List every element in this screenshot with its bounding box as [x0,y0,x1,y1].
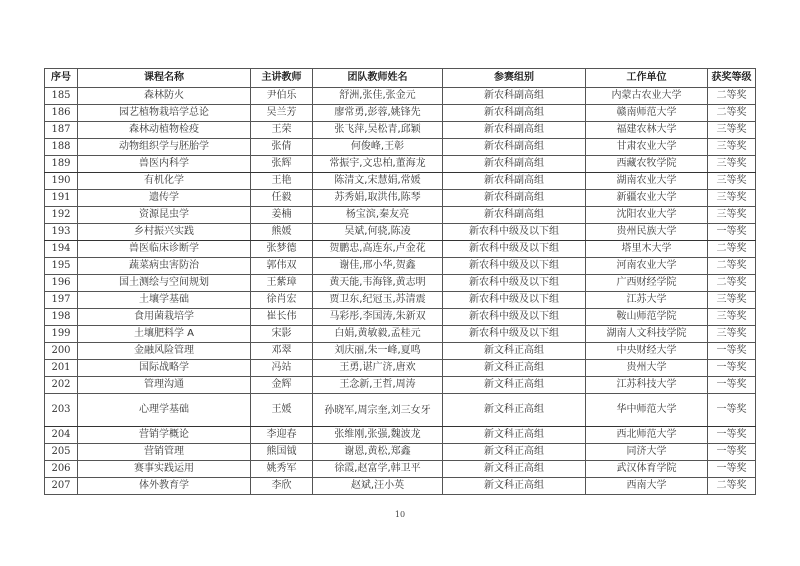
award-level: 一等奖 [708,377,756,394]
header-group: 参赛组别 [443,69,586,88]
competition-group: 新文科正高组 [443,461,586,478]
course-name: 心理学基础 [78,394,251,427]
row-index: 196 [45,275,78,292]
table-row [45,258,756,275]
lead-teacher: 崔长伟 [251,309,313,326]
award-level: 二等奖 [708,88,756,105]
row-index: 197 [45,292,78,309]
lead-teacher: 熊媛 [251,224,313,241]
table-row [45,224,756,241]
table-row [45,343,756,360]
lead-teacher: 李迎春 [251,427,313,444]
row-index: 193 [45,224,78,241]
institution: 甘肃农业大学 [586,139,708,156]
course-name: 兽医内科学 [78,156,251,173]
award-level: 三等奖 [708,309,756,326]
team-teachers: 黄天能,韦海锋,黄志明 [313,275,443,292]
team-teachers: 白娟,黄敏毅,孟桂元 [313,326,443,343]
team-teachers: 孙晓军,周宗奎,刘三女牙 [313,394,443,427]
course-name: 兽医临床诊断学 [78,241,251,258]
lead-teacher: 李欣 [251,478,313,495]
team-teachers: 谢恩,黄松,郑鑫 [313,444,443,461]
institution: 江苏大学 [586,292,708,309]
course-name: 森林防火 [78,88,251,105]
course-name: 管理沟通 [78,377,251,394]
table-row [45,122,756,139]
table-row [45,173,756,190]
lead-teacher: 吴兰芳 [251,105,313,122]
award-level: 一等奖 [708,461,756,478]
header-index: 序号 [45,69,78,88]
row-index: 195 [45,258,78,275]
lead-teacher: 金辉 [251,377,313,394]
competition-group: 新农科副高组 [443,122,586,139]
course-name: 乡村振兴实践 [78,224,251,241]
course-name: 土壤肥料学 A [78,326,251,343]
course-name: 森林动植物检疫 [78,122,251,139]
row-index: 206 [45,461,78,478]
lead-teacher: 徐肖宏 [251,292,313,309]
lead-teacher: 宋影 [251,326,313,343]
competition-group: 新文科正高组 [443,377,586,394]
lead-teacher: 张梦德 [251,241,313,258]
lead-teacher: 尹伯乐 [251,88,313,105]
institution: 湖南人文科技学院 [586,326,708,343]
course-name: 营销学概论 [78,427,251,444]
award-level: 三等奖 [708,156,756,173]
team-teachers: 张维刚,张强,魏波龙 [313,427,443,444]
competition-group: 新文科正高组 [443,427,586,444]
award-level: 三等奖 [708,122,756,139]
team-teachers: 张飞萍,吴松青,邱颖 [313,122,443,139]
team-teachers: 马彩彤,李国涛,朱新双 [313,309,443,326]
award-level: 一等奖 [708,427,756,444]
award-level: 三等奖 [708,207,756,224]
award-level: 一等奖 [708,343,756,360]
lead-teacher: 王紫璋 [251,275,313,292]
team-teachers: 陈清文,宋慧娟,常媛 [313,173,443,190]
table-row [45,139,756,156]
row-index: 189 [45,156,78,173]
institution: 西南大学 [586,478,708,495]
table-row [45,207,756,224]
institution: 西藏农牧学院 [586,156,708,173]
team-teachers: 贺鹏忠,高连东,卢金花 [313,241,443,258]
institution: 湖南农业大学 [586,173,708,190]
table-row [45,360,756,377]
team-teachers: 赵斌,汪小英 [313,478,443,495]
course-name: 园艺植物栽培学总论 [78,105,251,122]
competition-group: 新农科中级及以下组 [443,241,586,258]
course-name: 有机化学 [78,173,251,190]
award-level: 二等奖 [708,258,756,275]
award-level: 二等奖 [708,241,756,258]
course-name: 蔬菜病虫害防治 [78,258,251,275]
team-teachers: 徐霞,赵富学,韩卫平 [313,461,443,478]
table-row [45,309,756,326]
table-row [45,478,756,495]
award-level: 二等奖 [708,478,756,495]
course-name: 国际战略学 [78,360,251,377]
header-course-name: 课程名称 [78,69,251,88]
row-index: 192 [45,207,78,224]
team-teachers: 谢佳,邢小华,贺鑫 [313,258,443,275]
course-name: 国土测绘与空间规划 [78,275,251,292]
competition-group: 新农科中级及以下组 [443,326,586,343]
competition-group: 新农科副高组 [443,173,586,190]
row-index: 204 [45,427,78,444]
row-index: 194 [45,241,78,258]
institution: 江苏科技大学 [586,377,708,394]
row-index: 190 [45,173,78,190]
course-name: 金融风险管理 [78,343,251,360]
team-teachers: 王勇,谌广济,唐欢 [313,360,443,377]
row-index: 205 [45,444,78,461]
team-teachers: 常振宇,文忠柏,董海龙 [313,156,443,173]
institution: 赣南师范大学 [586,105,708,122]
institution: 河南农业大学 [586,258,708,275]
institution: 新疆农业大学 [586,190,708,207]
header-lead-teacher: 主讲教师 [251,69,313,88]
row-index: 203 [45,394,78,427]
institution: 贵州大学 [586,360,708,377]
institution: 贵州民族大学 [586,224,708,241]
row-index: 186 [45,105,78,122]
competition-group: 新农科中级及以下组 [443,292,586,309]
lead-teacher: 姜楠 [251,207,313,224]
award-level: 一等奖 [708,394,756,427]
competition-group: 新农科中级及以下组 [443,309,586,326]
row-index: 199 [45,326,78,343]
course-name: 遗传学 [78,190,251,207]
competition-group: 新农科中级及以下组 [443,275,586,292]
header-institution: 工作单位 [586,69,708,88]
row-index: 207 [45,478,78,495]
award-level: 三等奖 [708,190,756,207]
table-row [45,241,756,258]
competition-group: 新文科正高组 [443,394,586,427]
page-number: 10 [394,510,406,519]
table-row [45,156,756,173]
row-index: 201 [45,360,78,377]
award-level: 一等奖 [708,360,756,377]
competition-group: 新农科中级及以下组 [443,224,586,241]
institution: 同济大学 [586,444,708,461]
row-index: 198 [45,309,78,326]
team-teachers: 吴斌,何骁,陈凌 [313,224,443,241]
header-award-level: 获奖等级 [708,69,756,88]
table-row [45,275,756,292]
team-teachers: 杨宝滨,秦友亮 [313,207,443,224]
table-row [45,190,756,207]
lead-teacher: 邓翠 [251,343,313,360]
institution: 武汉体育学院 [586,461,708,478]
course-name: 土壤学基础 [78,292,251,309]
institution: 华中师范大学 [586,394,708,427]
competition-group: 新农科副高组 [443,190,586,207]
team-teachers: 王念新,王哲,周涛 [313,377,443,394]
institution: 福建农林大学 [586,122,708,139]
course-name: 食用菌栽培学 [78,309,251,326]
table-row [45,394,756,427]
lead-teacher: 郭伟双 [251,258,313,275]
header-team-teachers: 团队教师姓名 [313,69,443,88]
table-row [45,377,756,394]
team-teachers: 刘庆丽,朱一峰,夏鸣 [313,343,443,360]
course-name: 资源昆虫学 [78,207,251,224]
course-name: 动物组织学与胚胎学 [78,139,251,156]
lead-teacher: 熊国钺 [251,444,313,461]
competition-group: 新文科正高组 [443,360,586,377]
institution: 广西财经学院 [586,275,708,292]
competition-group: 新农科副高组 [443,105,586,122]
table-row [45,461,756,478]
row-index: 202 [45,377,78,394]
award-level: 三等奖 [708,292,756,309]
row-index: 188 [45,139,78,156]
competition-group: 新文科正高组 [443,444,586,461]
institution: 沈阳农业大学 [586,207,708,224]
lead-teacher: 张辉 [251,156,313,173]
table-row [45,292,756,309]
row-index: 185 [45,88,78,105]
row-index: 191 [45,190,78,207]
awards-table [44,68,756,495]
lead-teacher: 姚秀军 [251,461,313,478]
row-index: 200 [45,343,78,360]
team-teachers: 廖常勇,彭蓉,姚锋先 [313,105,443,122]
award-level: 二等奖 [708,275,756,292]
table-row [45,326,756,343]
team-teachers: 舒洲,张佳,张金元 [313,88,443,105]
row-index: 187 [45,122,78,139]
lead-teacher: 王荣 [251,122,313,139]
team-teachers: 贾卫东,纪冠玉,苏清震 [313,292,443,309]
lead-teacher: 任毅 [251,190,313,207]
award-level: 三等奖 [708,326,756,343]
course-name: 营销管理 [78,444,251,461]
award-level: 三等奖 [708,139,756,156]
table-header-row [45,69,756,88]
institution: 塔里木大学 [586,241,708,258]
institution: 鞍山师范学院 [586,309,708,326]
competition-group: 新农科副高组 [443,88,586,105]
institution: 西北师范大学 [586,427,708,444]
institution: 中央财经大学 [586,343,708,360]
award-level: 一等奖 [708,444,756,461]
competition-group: 新农科副高组 [443,207,586,224]
lead-teacher: 张倩 [251,139,313,156]
award-level: 一等奖 [708,224,756,241]
table-row [45,444,756,461]
table-row [45,88,756,105]
competition-group: 新文科正高组 [443,478,586,495]
course-name: 赛事实践运用 [78,461,251,478]
competition-group: 新农科副高组 [443,156,586,173]
lead-teacher: 王艳 [251,173,313,190]
competition-group: 新文科正高组 [443,343,586,360]
competition-group: 新农科副高组 [443,139,586,156]
competition-group: 新农科中级及以下组 [443,258,586,275]
table-row [45,105,756,122]
lead-teacher: 王媛 [251,394,313,427]
team-teachers: 何俊峰,王彰 [313,139,443,156]
table-row [45,427,756,444]
lead-teacher: 冯站 [251,360,313,377]
award-level: 三等奖 [708,173,756,190]
team-teachers: 苏秀娟,取洪伟,陈琴 [313,190,443,207]
award-level: 二等奖 [708,105,756,122]
institution: 内蒙古农业大学 [586,88,708,105]
course-name: 体外教育学 [78,478,251,495]
